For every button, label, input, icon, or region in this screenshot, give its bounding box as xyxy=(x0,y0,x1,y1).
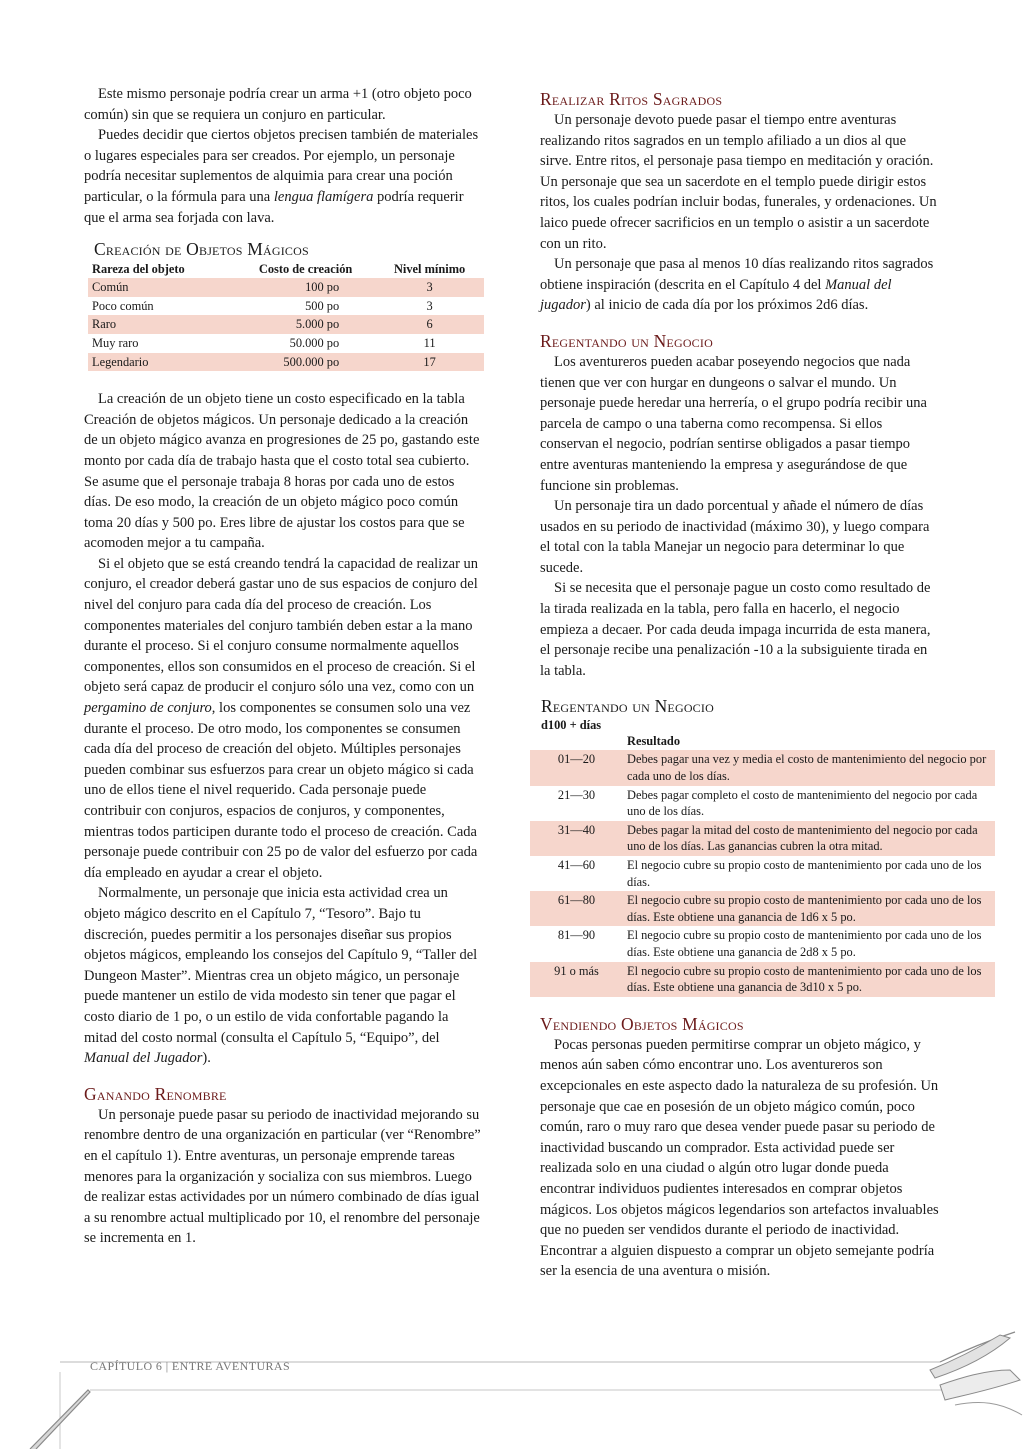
table-row xyxy=(530,750,995,785)
business-table xyxy=(530,733,995,996)
table-row xyxy=(530,962,995,997)
table-row xyxy=(88,297,484,316)
spell-paragraph: Si el objeto que se está creando tendrá la capacidad de realizar un conjuro, el creador deberá gastar uno de sus espacios de conjuro del nivel del conjuro para cada día del proceso de creación. Los componentes materiales del conjuro también deben estar a la mano durante el proceso. Si el conjuro consume normalmente aquellos componentes, ellos son consumidos en el proceso de creación. Si el objeto será capaz de producir el conjuro sólo una vez, como con un pergamino de conjuro, los componentes se consumen solo una vez durante el proceso. De otro modo, los componentes se consumen cada día del proceso de creación del objeto. Múltiples personajes pueden combinar sus esfuerzos para crear un objeto mágico si cada uno de ellos tiene el nivel requerido. Cada personaje puede contribuir con conjuros, espacios de conjuros, y componentes, mientras todos participen durante todo el proceso de creación. Cada personaje puede contribuir con 25 po de valor del esfuerzo por cada día empleado en ayudar a crear el objeto. xyxy=(84,555,479,881)
lifestyle-paragraph: Normalmente, un personaje que inicia esta actividad crea un objeto mágico descrito en el Capítulo 7, “Tesoro”. Bajo tu discreción, puedes permitir a los personajes diseñar sus propios objetos mágicos, empleando los consejos del Capítulo 9, “Taller del Dungeon Master”. Mientras crea un objeto mágico, un personaje puede mantener un estilo de vida modesto sin tener que pagar el costo diario de 1 po, o un estilo de vida confortable pagando la mitad del costo normal (consulta el Capítulo 5, “Equipo”, del Manual del Jugador). xyxy=(84,885,478,1067)
result-cell: El negocio cubre su propio costo de mantenimiento por cada uno de los días. Este obtiene una ganancia de 3d10 x 5 po. xyxy=(623,962,995,997)
business-paragraph-1: Los aventureros pueden acabar poseyendo negocios que nada tienen que ver con hurgar en dungeons o salvar el mundo. Un personaje puede heredar una herrería, o el grupo podría recibir una parcela de campo o una taberna como recompensa. Si ellos conservan el negocio, podrían sentirse obligados a pasar tiempo entre aventuras manteniendo la empresa y asegurándose de que funcione sin problemas. xyxy=(540,353,927,494)
table-row xyxy=(88,334,484,353)
intro-paragraph-2: Puedes decidir que ciertos objetos precisen también de materiales o lugares especiales para ser creados. Por ejemplo, un personaje podría necesitar suplementos de alquimia para crear una poción particular, o la fórmula para una lengua flamígera podría requerir que el arma sea forjada con lava. xyxy=(84,127,479,226)
table-row xyxy=(88,315,484,334)
table-row xyxy=(530,821,995,856)
result-cell: Debes pagar completo el costo de mantenimiento del negocio por cada uno de los días. xyxy=(627,787,978,819)
table-header-row xyxy=(88,261,484,278)
header-level: Nivel mínimo xyxy=(393,262,466,277)
roll-cell: 61—80 xyxy=(530,891,623,926)
renown-heading: Ganando Renombre xyxy=(84,1083,227,1104)
table-row xyxy=(530,856,995,891)
cost-cell: 50.000 po xyxy=(289,335,340,350)
roll-cell: 31—40 xyxy=(530,821,623,856)
cost-cell: 100 po xyxy=(236,278,375,297)
table-row xyxy=(530,786,995,821)
header-result: Resultado xyxy=(627,734,681,749)
roll-cell: 41—60 xyxy=(557,858,596,872)
roll-cell: 01—20 xyxy=(530,750,623,785)
footer-ornament xyxy=(0,1330,1024,1449)
header-roll-spacer xyxy=(530,733,623,750)
rarity-cell: Poco común xyxy=(92,298,154,313)
rites-paragraph-1: Un personaje devoto puede pasar el tiempo entre aventuras realizando ritos sagrados en un templo afiliado a un dios al que sirve. Entre ritos, el personaje pasa tiempo en meditación y oración. Un personaje que sea un sacerdote en el templo puede dirigir estos ritos, los cuales podrían incluir bodas, funerales, y ordenaciones. Un laico puede ofrecer sacrificios en un templo o asistir a un sacerdote con un rito. xyxy=(540,112,937,252)
rarity-cell: Legendario xyxy=(88,353,236,372)
table-row xyxy=(88,353,484,372)
cost-cell: 5.000 po xyxy=(236,315,375,334)
header-cost: Costo de creación xyxy=(258,262,353,277)
left-column xyxy=(84,84,484,1249)
creation-table-title: Creación de Objetos Mágicos xyxy=(94,239,309,260)
level-cell: 11 xyxy=(423,335,436,350)
business-table-block xyxy=(530,695,995,996)
level-cell: 6 xyxy=(375,315,484,334)
cost-cell: 500.000 po xyxy=(236,353,375,372)
result-cell: El negocio cubre su propio costo de mantenimiento por cada uno de los días. xyxy=(627,858,982,889)
rarity-cell: Raro xyxy=(88,315,236,334)
result-cell: Debes pagar una vez y media el costo de mantenimiento del negocio por cada uno de los días. xyxy=(623,750,995,785)
cost-cell: 500 po xyxy=(305,298,340,313)
business-paragraph-3: Si se necesita que el personaje pague un costo como resultado de la tirada realizada en la tabla, pero falla en hacerlo, el negocio empieza a decaer. Por cada deuda impaga incurrida de esta manera, el personaje recibe una penalización -10 a la subsiguiente tirada en la tabla. xyxy=(540,580,931,679)
business-heading: Regentando un Negocio xyxy=(540,330,713,351)
level-cell: 3 xyxy=(426,298,433,313)
rarity-cell: Muy raro xyxy=(92,335,139,350)
creation-table-block xyxy=(84,238,484,371)
result-cell: Debes pagar la mitad del costo de mantenimiento del negocio por cada uno de los días. Las ganancias cubren la otra mitad. xyxy=(623,821,995,856)
right-column xyxy=(540,88,987,1282)
intro-paragraph-1: Este mismo personaje podría crear un arma +1 (otro objeto poco común) sin que se requiera un conjuro en particular. xyxy=(84,86,472,123)
table-row xyxy=(530,891,995,926)
creation-table xyxy=(88,261,484,371)
roll-cell: 81—90 xyxy=(557,928,596,943)
header-roll: d100 + días xyxy=(541,718,602,733)
cost-paragraph: La creación de un objeto tiene un costo especificado en la tabla Creación de objetos mágicos. Un personaje dedicado a la creación de un objeto mágico avanza en progresiones de 25 po, gastando este monto por cada día de trabajo hasta que el costo total sea cubierto. Se asume que el personaje trabaja 8 horas por cada uno de estos días. De eso modo, la creación de un objeto mágico poco común toma 20 días y 500 po. Eres libre de ajustar los costos para que se acomoden mejor a tu campaña. xyxy=(84,391,480,552)
table-header-row xyxy=(530,733,995,750)
business-paragraph-2: Un personaje tira un dado porcentual y añade el número de días usados en su periodo de inactividad (máximo 30), y luego compara el total con la tabla Manejar un negocio para determinar lo que sucede. xyxy=(540,498,930,576)
roll-cell: 91 o más xyxy=(530,962,623,997)
rites-paragraph-2: Un personaje que pasa al menos 10 días realizando ritos sagrados obtiene inspiración (descrita en el Capítulo 4 del Manual del jugador) al inicio de cada día por los próximos 2d6 días. xyxy=(540,256,934,314)
header-rarity: Rareza del objeto xyxy=(92,262,185,277)
selling-paragraph: Pocas personas pueden permitirse comprar un objeto mágico, y menos aún saben cómo encontrar uno. Los aventureros son excepcionales en este aspecto dado la naturaleza de su profesión. Un personaje que cae en posesión de un objeto mágico común, poco común, raro o muy raro que desea vender puede pasar su periodo de inactividad buscando un comprador. Esta actividad puede ser realizada solo en una ciudad o algún otro lugar donde pueda encontrar individuos pudientes interesados en comprar objetos mágicos. Los objetos mágicos legendarios son artefactos invaluables que no pueden ser vendidos durante el periodo de inactividad. Encontrar a alguien dispuesto a comprar un objeto semejante podría ser la esencia de una aventura o misión. xyxy=(540,1036,939,1280)
result-cell: El negocio cubre su propio costo de mantenimiento por cada uno de los días. Este obtiene una ganancia de 1d6 x 5 po. xyxy=(623,891,995,926)
selling-heading: Vendiendo Objetos Mágicos xyxy=(540,1013,744,1034)
business-table-title: Regentando un Negocio xyxy=(541,696,714,717)
table-row xyxy=(88,278,484,297)
level-cell: 17 xyxy=(375,353,484,372)
renown-paragraph: Un personaje puede pasar su periodo de inactividad mejorando su renombre dentro de una organización en particular (ver “Renombre” en el capítulo 1). Entre aventuras, un personaje emprende tareas menores para la organización y socializa con sus miembros. Luego de realizar estas actividades por un número combinado de días igual a su renombre actual multiplicado por 10, el renombre del personaje se incrementa en 1. xyxy=(84,1106,481,1247)
rites-heading: Realizar Ritos Sagrados xyxy=(540,89,723,109)
level-cell: 3 xyxy=(375,278,484,297)
roll-cell: 21—30 xyxy=(557,787,596,802)
result-cell: El negocio cubre su propio costo de mantenimiento por cada uno de los días. Este obtiene una ganancia de 2d8 x 5 po. xyxy=(627,928,982,959)
rarity-cell: Común xyxy=(88,278,236,297)
page-footer: CAPÍTULO 6 | ENTRE AVENTURAS xyxy=(90,1359,291,1373)
table-row xyxy=(530,926,995,961)
